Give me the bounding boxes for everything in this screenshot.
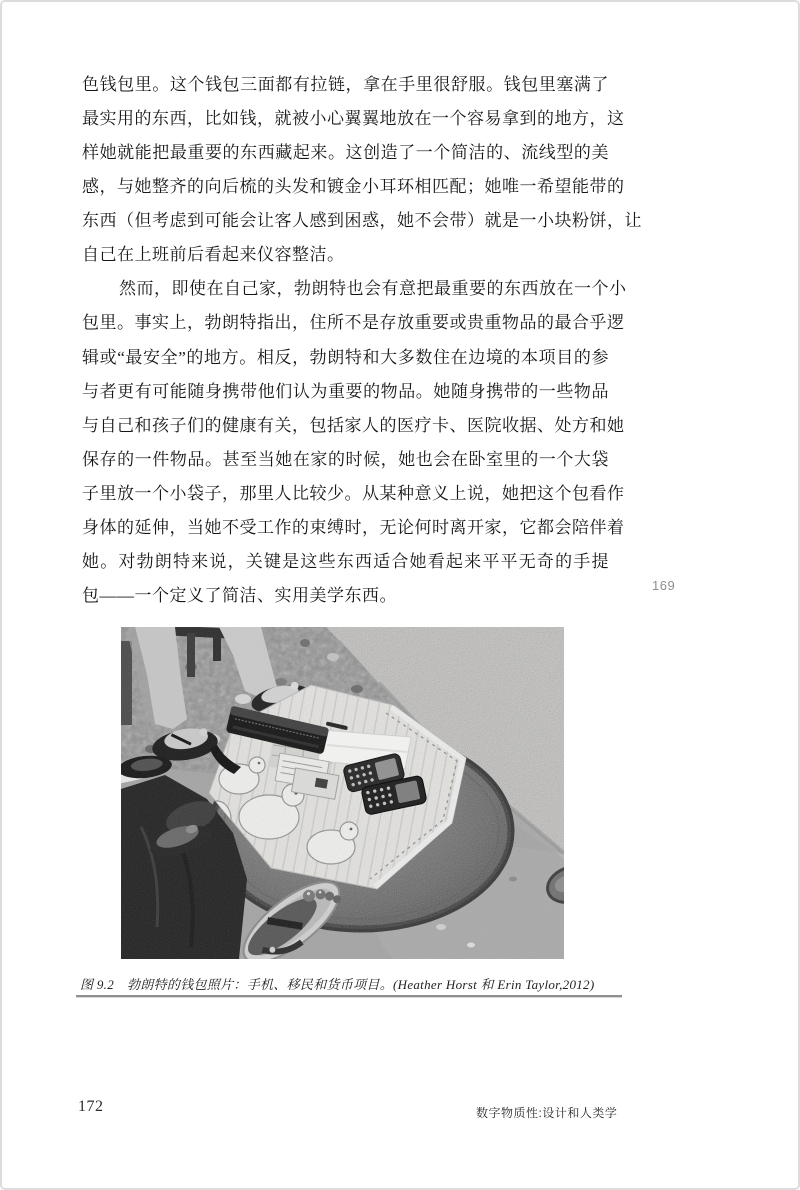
- text-line: 辑或“最安全”的地方。相反，勃朗特和大多数住在边境的本项目的参: [82, 347, 609, 367]
- text-line: 最实用的东西，比如钱，就被小心翼翼地放在一个容易拿到的地方，这: [82, 109, 625, 129]
- footer-book-title: 数字物质性:设计和人类学: [476, 1106, 618, 1120]
- text-line: 与自己和孩子们的健康有关，包括家人的医疗卡、医院收据、处方和她: [82, 415, 625, 435]
- wallet-photo-art: [121, 627, 564, 959]
- text-line: 与者更有可能随身携带他们认为重要的物品。她随身携带的一些物品: [82, 381, 609, 401]
- text-line: 保存的一件物品。甚至当她在家的时候，她也会在卧室里的一个大袋: [82, 449, 609, 469]
- caption-rule: [76, 995, 622, 998]
- text-line: 感，与她整齐的向后梳的头发和镀金小耳环相匹配；她唯一希望能带的: [82, 177, 625, 197]
- text-line: 她。对勃朗特来说，关键是这些东西适合她看起来平平无奇的手提: [82, 551, 609, 571]
- text-line: 东西（但考虑到可能会让客人感到困惑，她不会带）就是一小块粉饼，让: [82, 211, 642, 231]
- figure-caption-label: 图 9.2: [80, 977, 114, 992]
- text-line: 自己在上班前后看起来仪容整洁。: [82, 245, 345, 265]
- text-line: 包里。事实上，勃朗特指出，住所不是存放重要或贵重物品的最合乎逻: [82, 313, 625, 333]
- margin-page-number: 169: [652, 578, 676, 593]
- text-line: 子里放一个小袋子，那里人比较少。从某种意义上说，她把这个包看作: [82, 483, 625, 503]
- figure-caption: [80, 974, 640, 993]
- wallet-photo: [121, 627, 564, 959]
- text-line: 样她就能把最重要的东西藏起来。这创造了一个简洁的、流线型的美: [82, 143, 609, 163]
- text-line: 色钱包里。这个钱包三面都有拉链，拿在手里很舒服。钱包里塞满了: [82, 75, 609, 94]
- figure-caption-text: 勃朗特的钱包照片：手机、移民和货币项目。(Heather Horst 和 Erin Taylor,2012): [127, 977, 595, 992]
- text-line: 然而，即使在自己家，勃朗特也会有意把最重要的东西放在一个小: [119, 279, 627, 299]
- footer-page-number: 172: [78, 1098, 104, 1115]
- text-line: 包——一个定义了简洁、实用美学东西。: [82, 585, 397, 605]
- text-line: 身体的延伸，当她不受工作的束缚时，无论何时离开家，它都会陪伴着: [82, 517, 625, 537]
- body-text: [82, 68, 642, 613]
